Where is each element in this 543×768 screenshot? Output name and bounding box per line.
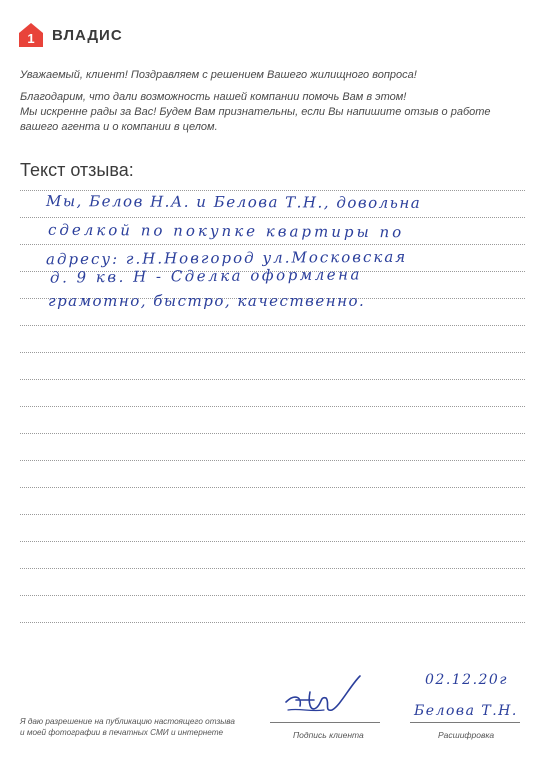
svg-text:1: 1 bbox=[27, 31, 35, 46]
greeting-text: Уважаемый, клиент! Поздравляем с решением Вашего жилищного вопроса! bbox=[20, 69, 417, 81]
handwritten-date: 02.12.20г bbox=[425, 672, 508, 688]
ruled-line bbox=[20, 406, 525, 407]
ruled-line bbox=[20, 244, 525, 245]
consent-note bbox=[20, 716, 235, 738]
ruled-line bbox=[20, 622, 525, 623]
transcript-line bbox=[410, 722, 520, 723]
handwritten-name: Белова Т.Н. bbox=[414, 703, 518, 719]
intro-text bbox=[20, 68, 525, 142]
ruled-line bbox=[20, 190, 525, 191]
thanks-paragraph bbox=[20, 90, 525, 135]
consent-line-2: и моей фотографии в печатных СМИ и интернете bbox=[20, 728, 224, 737]
ruled-line bbox=[20, 325, 525, 326]
ruled-line bbox=[20, 271, 525, 272]
ruled-line bbox=[20, 298, 525, 299]
client-signature bbox=[280, 672, 370, 718]
thanks-line-3: вашего агента и о компании в целом. bbox=[20, 121, 218, 133]
handwritten-line: д. 9 кв. Н - Сделка оформлена bbox=[49, 265, 363, 287]
brand-header bbox=[18, 22, 123, 48]
handwritten-line: адресу: г.Н.Новгород ул.Московская bbox=[45, 247, 408, 269]
ruled-line bbox=[20, 352, 525, 353]
ruled-line bbox=[20, 487, 525, 488]
signature-caption: Подпись клиента bbox=[293, 730, 364, 740]
review-lined-area bbox=[20, 190, 525, 645]
ruled-line bbox=[20, 460, 525, 461]
thanks-line-2: Мы искренне рады за Вас! Будем Вам признательны, если Вы напишите отзыв о работе bbox=[20, 106, 491, 118]
thanks-line-1: Благодарим, что дали возможность нашей компании помочь Вам в этом! bbox=[20, 91, 407, 103]
handwritten-line: сделкой по покупке квартиры по bbox=[47, 220, 405, 242]
brand-name: ВЛАДИС bbox=[52, 26, 123, 44]
review-heading: Текст отзыва: bbox=[20, 160, 134, 180]
ruled-line bbox=[20, 595, 525, 596]
handwritten-line: грамотно, быстро, качественно. bbox=[48, 292, 366, 310]
ruled-line bbox=[20, 379, 525, 380]
ruled-line bbox=[20, 433, 525, 434]
house-logo-icon bbox=[18, 22, 44, 48]
transcript-caption: Расшифровка bbox=[438, 730, 495, 740]
handwritten-line: Мы, Белов Н.А. и Белова Т.Н., довольна bbox=[45, 192, 422, 212]
ruled-line bbox=[20, 217, 525, 218]
ruled-line bbox=[20, 514, 525, 515]
signature-line bbox=[270, 722, 380, 723]
consent-line-1: Я даю разрешение на публикацию настоящего отзыва bbox=[20, 717, 235, 726]
ruled-line bbox=[20, 568, 525, 569]
ruled-line bbox=[20, 541, 525, 542]
